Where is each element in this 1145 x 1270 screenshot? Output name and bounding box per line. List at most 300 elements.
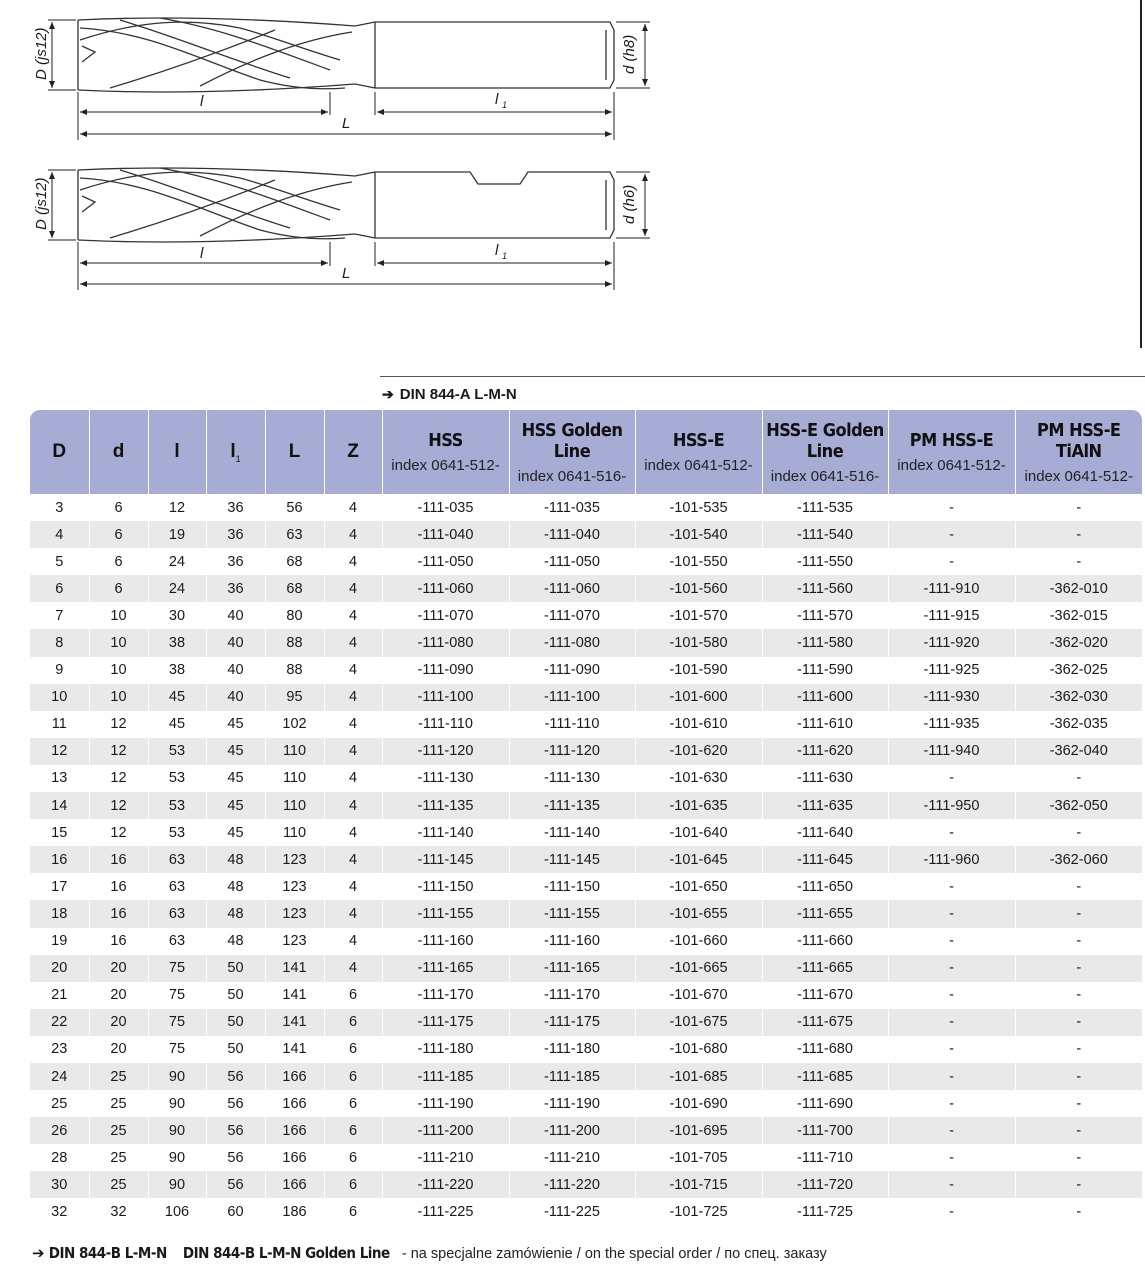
table-cell: 26: [30, 1117, 89, 1144]
table-cell: -: [1015, 900, 1142, 927]
table-cell: -111-155: [382, 900, 509, 927]
table-cell: 20: [89, 955, 148, 982]
table-cell: -101-630: [635, 765, 762, 792]
table-cell: -: [1015, 1036, 1142, 1063]
table-cell: -111-640: [762, 819, 888, 846]
table-cell: -101-570: [635, 602, 762, 629]
table-cell: -101-695: [635, 1117, 762, 1144]
table-cell: -111-130: [382, 765, 509, 792]
table-cell: 50: [206, 1009, 265, 1036]
table-cell: 141: [265, 982, 324, 1009]
table-cell: 166: [265, 1117, 324, 1144]
dim-d-top: d (h8): [621, 34, 638, 74]
dim-l1-bottom: l: [495, 242, 499, 259]
dim-l1-top: l: [495, 91, 499, 108]
table-cell: 24: [148, 575, 206, 602]
table-cell: 25: [89, 1090, 148, 1117]
table-row: [30, 548, 1142, 575]
table-cell: 90: [148, 1117, 206, 1144]
table-cell: -111-560: [762, 575, 888, 602]
table-cell: -111-180: [509, 1036, 635, 1063]
table-row: [30, 711, 1142, 738]
table-cell: 25: [89, 1144, 148, 1171]
table-cell: 20: [30, 955, 89, 982]
table-cell: -: [1015, 521, 1142, 548]
table-cell: 36: [206, 548, 265, 575]
table-cell: 18: [30, 900, 89, 927]
table-cell: -111-050: [382, 548, 509, 575]
table-cell: -: [1015, 1117, 1142, 1144]
table-cell: -101-600: [635, 684, 762, 711]
table-row: [30, 494, 1142, 521]
table-cell: 21: [30, 982, 89, 1009]
table-cell: -111-915: [888, 602, 1015, 629]
table-cell: 19: [30, 928, 89, 955]
table-cell: 5: [30, 548, 89, 575]
table-cell: 11: [30, 711, 89, 738]
table-cell: 30: [148, 602, 206, 629]
table-cell: 68: [265, 548, 324, 575]
table-cell: 30: [30, 1171, 89, 1198]
table-row: [30, 602, 1142, 629]
table-cell: 123: [265, 900, 324, 927]
table-cell: -362-020: [1015, 629, 1142, 656]
table-row: [30, 629, 1142, 656]
dim-l-bottom: l: [200, 245, 204, 262]
column-header-index: index 0641-512-: [644, 457, 753, 474]
table-cell: -111-070: [509, 602, 635, 629]
table-cell: -362-040: [1015, 738, 1142, 765]
table-cell: -111-175: [509, 1009, 635, 1036]
column-header: [762, 410, 888, 494]
table-cell: -111-120: [509, 738, 635, 765]
table-cell: -111-210: [509, 1144, 635, 1171]
table-cell: 53: [148, 765, 206, 792]
table-cell: -: [888, 1036, 1015, 1063]
table-cell: -: [888, 819, 1015, 846]
table-cell: 36: [206, 521, 265, 548]
table-cell: -111-590: [762, 657, 888, 684]
table-cell: 75: [148, 1036, 206, 1063]
table-cell: 110: [265, 765, 324, 792]
table-cell: 186: [265, 1198, 324, 1225]
table-cell: 12: [89, 738, 148, 765]
table-cell: 53: [148, 819, 206, 846]
table-cell: -111-060: [382, 575, 509, 602]
table-cell: 6: [324, 1198, 382, 1225]
table-cell: -111-630: [762, 765, 888, 792]
table-cell: 9: [30, 657, 89, 684]
table-cell: -111-650: [762, 873, 888, 900]
table-cell: 4: [324, 738, 382, 765]
table-cell: 4: [324, 873, 382, 900]
table-cell: 6: [89, 575, 148, 602]
table-cell: -111-035: [382, 494, 509, 521]
table-cell: -111-150: [382, 873, 509, 900]
table-cell: 12: [30, 738, 89, 765]
table-cell: 102: [265, 711, 324, 738]
table-cell: 75: [148, 982, 206, 1009]
table-cell: 48: [206, 900, 265, 927]
table-cell: -111-210: [382, 1144, 509, 1171]
table-cell: -111-135: [509, 792, 635, 819]
table-cell: -111-925: [888, 657, 1015, 684]
table-cell: 106: [148, 1198, 206, 1225]
table-cell: 38: [148, 629, 206, 656]
table-cell: 24: [148, 548, 206, 575]
table-cell: 63: [148, 928, 206, 955]
table-cell: 6: [324, 1117, 382, 1144]
table-cell: 4: [324, 521, 382, 548]
dim-l-top: l: [200, 93, 204, 110]
table-cell: 4: [324, 548, 382, 575]
table-cell: 12: [89, 765, 148, 792]
table-cell: -: [888, 548, 1015, 575]
table-cell: -: [888, 494, 1015, 521]
table-cell: -111-120: [382, 738, 509, 765]
table-cell: 36: [206, 575, 265, 602]
section-title: [380, 376, 1145, 407]
dim-l1-sub-top: 1: [502, 100, 508, 110]
table-cell: 141: [265, 1036, 324, 1063]
table-cell: 10: [89, 657, 148, 684]
dim-l1-sub-bottom: 1: [502, 251, 508, 261]
table-cell: 50: [206, 955, 265, 982]
table-cell: -111-090: [509, 657, 635, 684]
table-cell: 6: [324, 1144, 382, 1171]
dim-L-top: L: [342, 115, 351, 132]
dim-d-bottom: d (h6): [621, 184, 638, 224]
table-cell: 75: [148, 1009, 206, 1036]
table-cell: -362-010: [1015, 575, 1142, 602]
column-header-title: HSS-E: [672, 430, 725, 451]
table-cell: 50: [206, 982, 265, 1009]
table-cell: -111-170: [382, 982, 509, 1009]
table-cell: -101-665: [635, 955, 762, 982]
table-cell: 123: [265, 846, 324, 873]
table-cell: -111-940: [888, 738, 1015, 765]
table-cell: -111-220: [509, 1171, 635, 1198]
column-header-title: Z: [347, 441, 359, 462]
table-cell: -111-720: [762, 1171, 888, 1198]
table-cell: 20: [89, 982, 148, 1009]
column-header: [382, 410, 509, 494]
table-cell: 166: [265, 1144, 324, 1171]
table-cell: -: [888, 928, 1015, 955]
table-cell: 123: [265, 928, 324, 955]
table-cell: 40: [206, 657, 265, 684]
table-cell: 63: [265, 521, 324, 548]
column-header: [509, 410, 635, 494]
table-row: [30, 955, 1142, 982]
table-cell: -362-015: [1015, 602, 1142, 629]
table-header-row: [30, 410, 1142, 494]
table-cell: 36: [206, 494, 265, 521]
table-cell: 110: [265, 738, 324, 765]
table-cell: 10: [30, 684, 89, 711]
table-cell: -111-685: [762, 1063, 888, 1090]
table-cell: 4: [324, 602, 382, 629]
table-cell: -: [1015, 1090, 1142, 1117]
column-header-title: HSS Golden Line: [521, 419, 623, 462]
table-cell: -111-540: [762, 521, 888, 548]
table-cell: 80: [265, 602, 324, 629]
table-cell: 45: [206, 738, 265, 765]
table-cell: -: [888, 900, 1015, 927]
table-cell: 25: [30, 1090, 89, 1117]
table-cell: 4: [324, 846, 382, 873]
table-cell: -: [1015, 1144, 1142, 1171]
table-cell: -362-025: [1015, 657, 1142, 684]
table-cell: 6: [324, 982, 382, 1009]
table-cell: 23: [30, 1036, 89, 1063]
table-cell: -101-690: [635, 1090, 762, 1117]
table-cell: 53: [148, 792, 206, 819]
table-cell: 75: [148, 955, 206, 982]
table-cell: 90: [148, 1144, 206, 1171]
table-cell: 68: [265, 575, 324, 602]
table-cell: -: [888, 1144, 1015, 1171]
table-row: [30, 846, 1142, 873]
table-cell: 45: [206, 711, 265, 738]
table-cell: 88: [265, 657, 324, 684]
table-row: [30, 1171, 1142, 1198]
footer-note: [32, 1244, 827, 1262]
table-cell: -111-100: [509, 684, 635, 711]
table-cell: 17: [30, 873, 89, 900]
table-cell: -111-160: [382, 928, 509, 955]
table-cell: 4: [324, 955, 382, 982]
arrow-right-icon: ➔: [32, 1245, 45, 1262]
table-cell: 6: [324, 1036, 382, 1063]
table-cell: -101-645: [635, 846, 762, 873]
table-cell: -111-725: [762, 1198, 888, 1225]
table-cell: -111-200: [509, 1117, 635, 1144]
table-cell: 4: [324, 629, 382, 656]
table-cell: -111-145: [382, 846, 509, 873]
table-cell: 56: [206, 1171, 265, 1198]
table-cell: -111-610: [762, 711, 888, 738]
table-cell: 95: [265, 684, 324, 711]
dim-L-bottom: L: [342, 265, 351, 282]
table-cell: -111-225: [509, 1198, 635, 1225]
table-cell: 4: [324, 657, 382, 684]
column-header: [324, 410, 382, 494]
table-cell: -111-920: [888, 629, 1015, 656]
table-cell: 110: [265, 792, 324, 819]
table-cell: -: [1015, 873, 1142, 900]
table-cell: 45: [206, 765, 265, 792]
table-cell: -111-190: [509, 1090, 635, 1117]
footer-special-order-note: - na specjalne zamówienie / on the special order / по спец. заказу: [401, 1246, 827, 1262]
table-row: [30, 1117, 1142, 1144]
table-cell: 16: [89, 928, 148, 955]
table-row: [30, 928, 1142, 955]
table-cell: -: [1015, 1063, 1142, 1090]
table-cell: 12: [148, 494, 206, 521]
table-cell: -: [888, 955, 1015, 982]
table-cell: 141: [265, 955, 324, 982]
table-cell: 166: [265, 1171, 324, 1198]
table-cell: 6: [324, 1090, 382, 1117]
column-header-title: L: [288, 441, 301, 462]
table-cell: 20: [89, 1009, 148, 1036]
table-cell: 56: [206, 1144, 265, 1171]
table-cell: -: [888, 1009, 1015, 1036]
table-cell: 40: [206, 602, 265, 629]
table-cell: -111-110: [382, 711, 509, 738]
table-cell: -: [1015, 494, 1142, 521]
end-mill-drawing-b: [78, 168, 614, 242]
table-cell: 56: [206, 1117, 265, 1144]
table-cell: 40: [206, 684, 265, 711]
table-cell: 13: [30, 765, 89, 792]
table-cell: 56: [206, 1090, 265, 1117]
table-cell: 4: [324, 494, 382, 521]
end-mill-drawings: [0, 0, 700, 330]
table-cell: -: [888, 873, 1015, 900]
table-cell: -101-620: [635, 738, 762, 765]
table-cell: 12: [89, 819, 148, 846]
table-cell: -111-185: [382, 1063, 509, 1090]
table-cell: 166: [265, 1090, 324, 1117]
table-cell: 4: [324, 792, 382, 819]
table-cell: -111-145: [509, 846, 635, 873]
table-cell: -111-155: [509, 900, 635, 927]
table-cell: -: [1015, 1171, 1142, 1198]
table-cell: -111-700: [762, 1117, 888, 1144]
table-cell: 4: [324, 765, 382, 792]
table-cell: -: [1015, 1198, 1142, 1225]
table-cell: -111-080: [509, 629, 635, 656]
section-title-text: DIN 844-A L-M-N: [399, 386, 517, 403]
table-cell: -: [1015, 982, 1142, 1009]
table-cell: 48: [206, 873, 265, 900]
table-row: [30, 684, 1142, 711]
table-cell: 4: [324, 928, 382, 955]
table-row: [30, 1144, 1142, 1171]
table-row: [30, 1036, 1142, 1063]
table-cell: -111-960: [888, 846, 1015, 873]
table-cell: 32: [30, 1198, 89, 1225]
table-cell: 22: [30, 1009, 89, 1036]
table-cell: -111-645: [762, 846, 888, 873]
table-cell: 166: [265, 1063, 324, 1090]
table-cell: -111-100: [382, 684, 509, 711]
column-header-index: index 0641-512-: [1024, 467, 1133, 485]
table-cell: 16: [89, 873, 148, 900]
table-row: [30, 1090, 1142, 1117]
table-row: [30, 900, 1142, 927]
dim-D-bottom: D (js12): [33, 177, 50, 230]
table-cell: 10: [89, 629, 148, 656]
table-cell: 12: [89, 792, 148, 819]
table-cell: 3: [30, 494, 89, 521]
table-cell: 45: [148, 684, 206, 711]
table-cell: -101-675: [635, 1009, 762, 1036]
table-cell: 38: [148, 657, 206, 684]
table-cell: 123: [265, 873, 324, 900]
column-header: [206, 410, 265, 494]
table-cell: -: [1015, 765, 1142, 792]
table-cell: -111-080: [382, 629, 509, 656]
table-row: [30, 575, 1142, 602]
table-cell: 4: [324, 711, 382, 738]
table-cell: 90: [148, 1090, 206, 1117]
table-cell: 48: [206, 928, 265, 955]
table-row: [30, 819, 1142, 846]
table-cell: -: [888, 1063, 1015, 1090]
table-cell: -111-690: [762, 1090, 888, 1117]
table-row: [30, 738, 1142, 765]
page-edge-rule: [1140, 0, 1142, 348]
table-cell: -101-535: [635, 494, 762, 521]
table-row: [30, 1063, 1142, 1090]
table-cell: 45: [206, 819, 265, 846]
table-cell: 110: [265, 819, 324, 846]
table-row: [30, 657, 1142, 684]
table-cell: 88: [265, 629, 324, 656]
table-cell: -362-050: [1015, 792, 1142, 819]
table-cell: 50: [206, 1036, 265, 1063]
table-cell: 6: [324, 1171, 382, 1198]
column-header-title: D: [52, 441, 67, 462]
table-cell: 19: [148, 521, 206, 548]
table-cell: -: [1015, 928, 1142, 955]
column-header: [89, 410, 148, 494]
table-cell: -111-165: [382, 955, 509, 982]
table-cell: 45: [148, 711, 206, 738]
table-cell: -: [888, 982, 1015, 1009]
table-cell: -101-560: [635, 575, 762, 602]
table-row: [30, 765, 1142, 792]
table-cell: -111-140: [382, 819, 509, 846]
table-cell: 32: [89, 1198, 148, 1225]
table-cell: 6: [324, 1063, 382, 1090]
column-header: [888, 410, 1015, 494]
table-cell: 8: [30, 629, 89, 656]
table-cell: -111-655: [762, 900, 888, 927]
table-cell: -111-570: [762, 602, 888, 629]
table-cell: -111-580: [762, 629, 888, 656]
table-cell: 14: [30, 792, 89, 819]
table-cell: -111-930: [888, 684, 1015, 711]
table-cell: 40: [206, 629, 265, 656]
table-cell: -101-550: [635, 548, 762, 575]
table-cell: -: [888, 1117, 1015, 1144]
table-cell: -111-910: [888, 575, 1015, 602]
table-cell: -101-670: [635, 982, 762, 1009]
table-cell: -111-190: [382, 1090, 509, 1117]
table-cell: -111-180: [382, 1036, 509, 1063]
table-cell: 7: [30, 602, 89, 629]
table-cell: 16: [30, 846, 89, 873]
table-cell: -362-030: [1015, 684, 1142, 711]
table-cell: 16: [89, 846, 148, 873]
column-header-title: HSS: [428, 430, 463, 451]
table-cell: -111-110: [509, 711, 635, 738]
column-header-index: index 0641-516-: [517, 467, 627, 485]
footer-item-din844b-golden: DIN 844-B L-M-N Golden Line: [182, 1244, 390, 1262]
table-cell: -111-225: [382, 1198, 509, 1225]
table-cell: -111-665: [762, 955, 888, 982]
column-header-title: PM HSS-E TiAlN: [1037, 419, 1121, 462]
table-cell: -111-550: [762, 548, 888, 575]
table-cell: -362-035: [1015, 711, 1142, 738]
table-cell: 4: [324, 900, 382, 927]
table-cell: -101-580: [635, 629, 762, 656]
table-cell: -111-600: [762, 684, 888, 711]
